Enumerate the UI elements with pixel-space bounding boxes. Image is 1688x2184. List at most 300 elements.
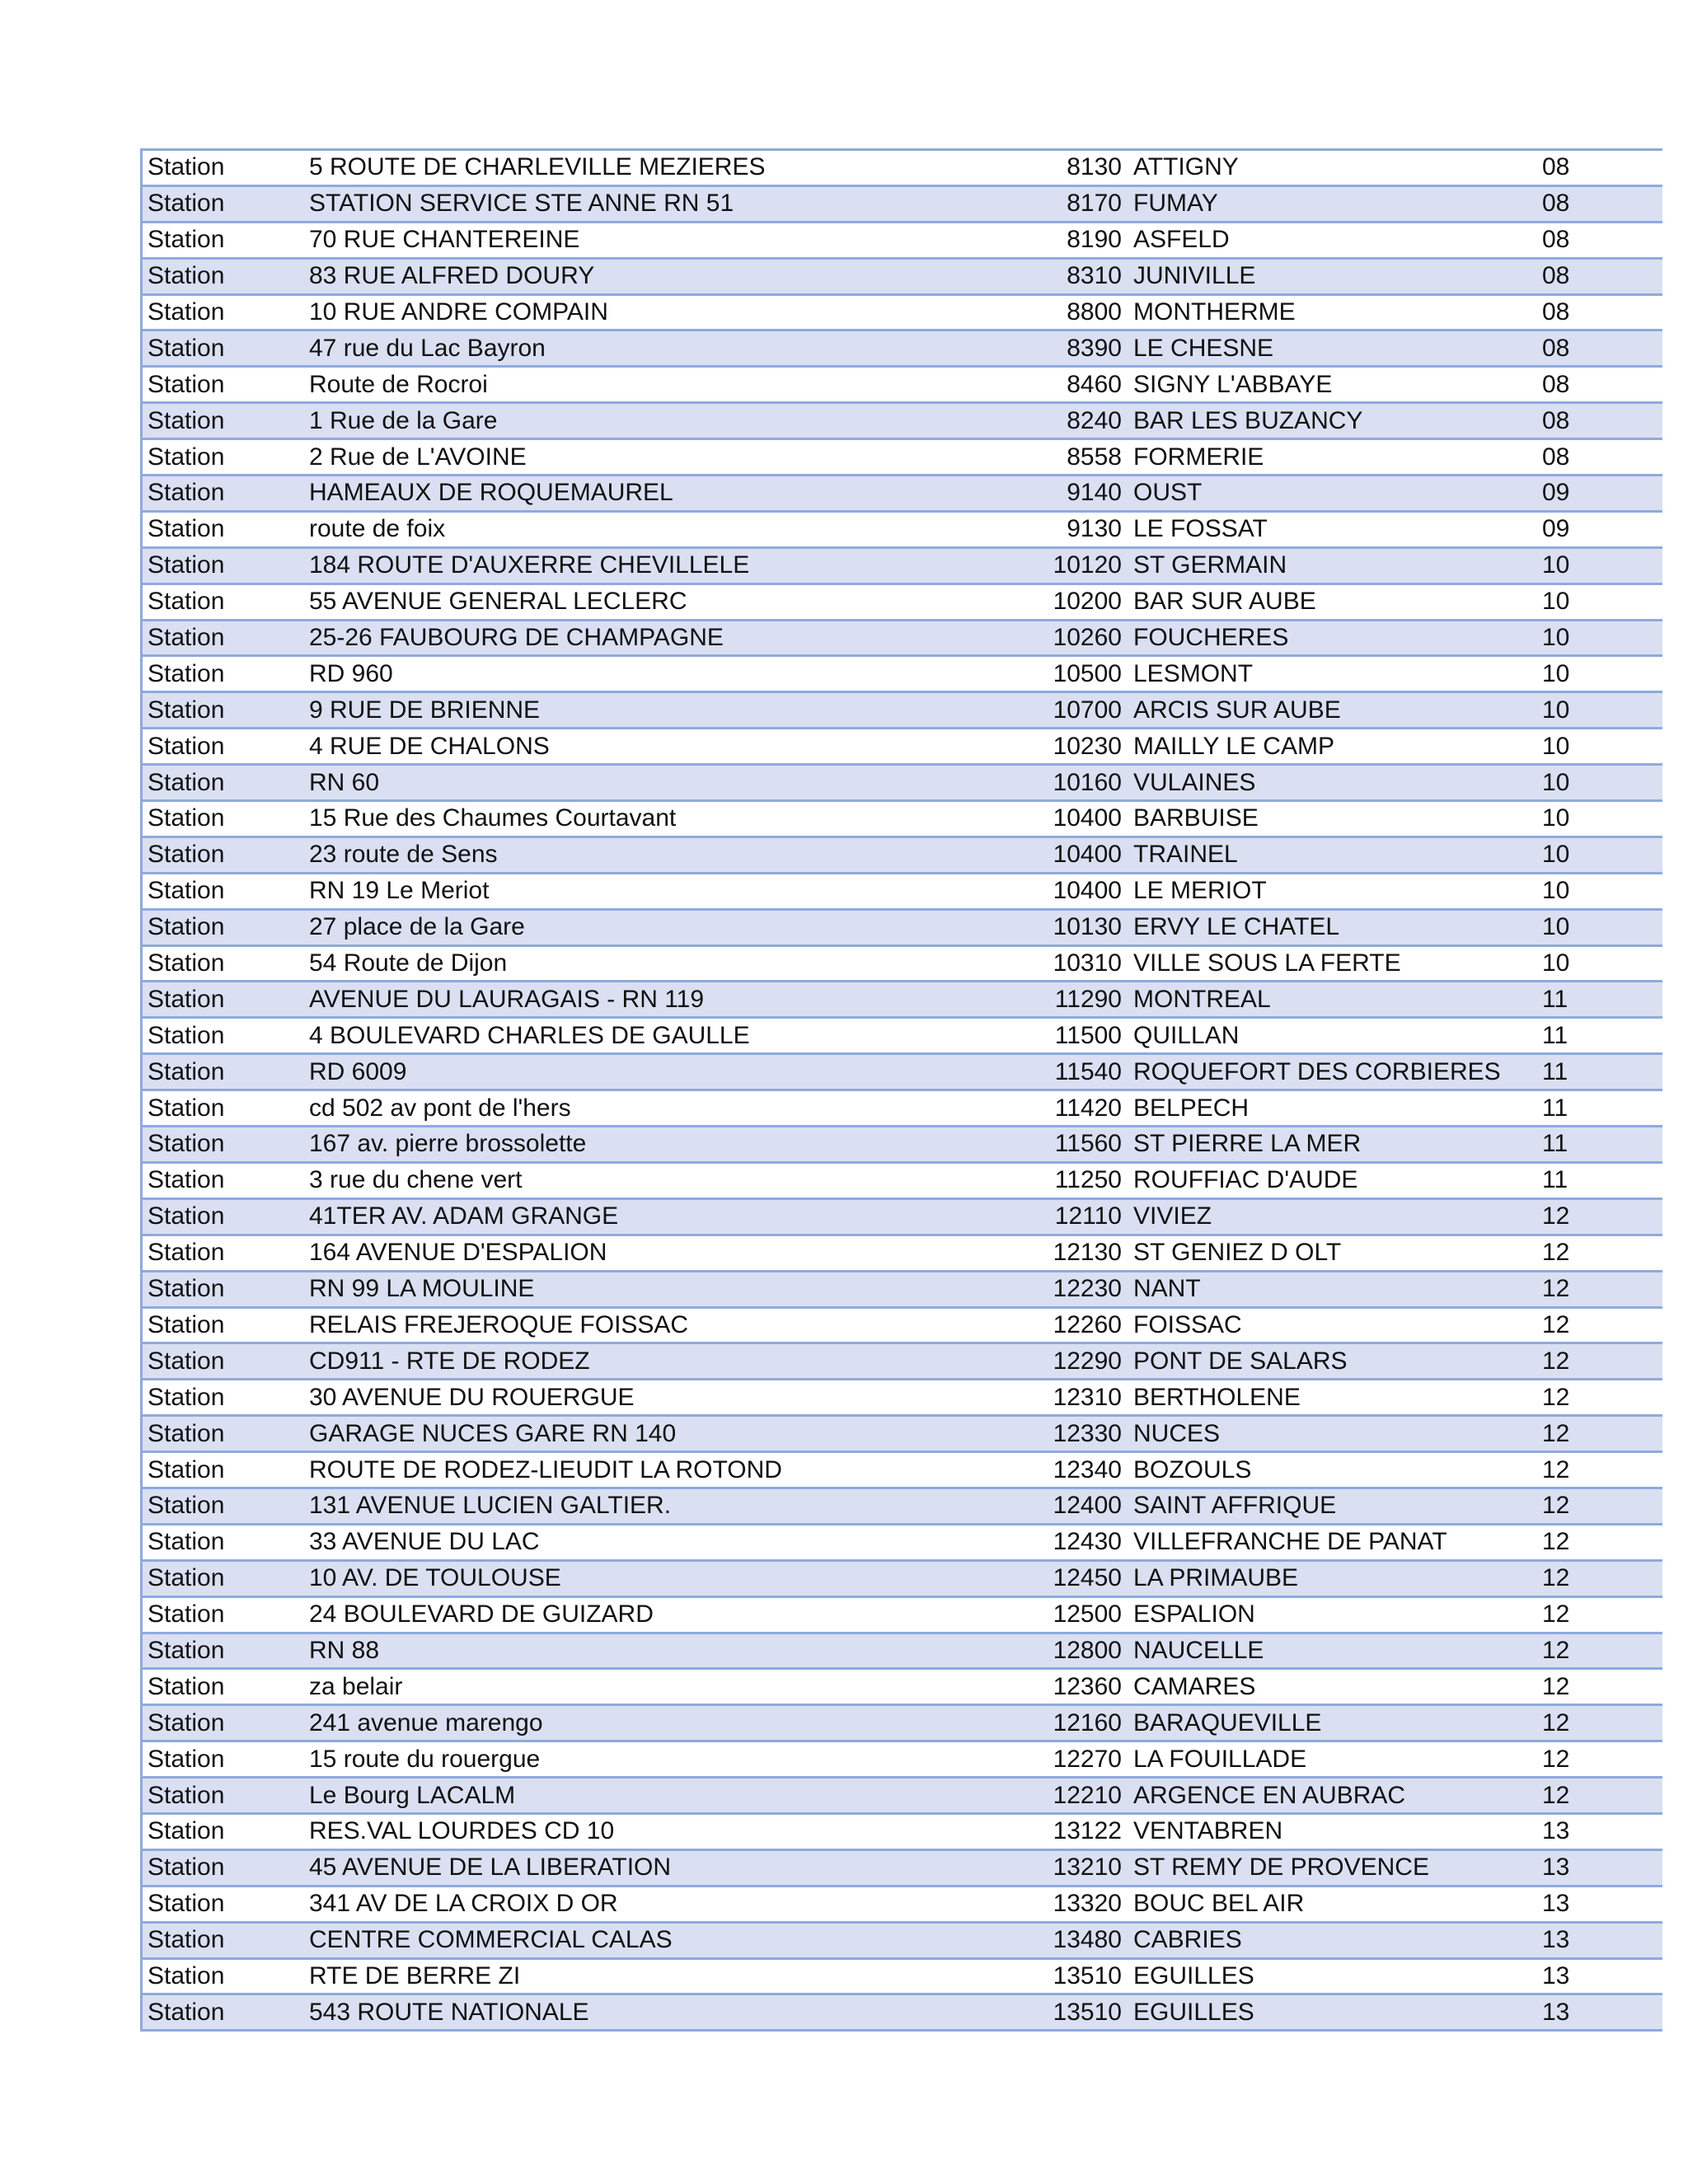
address-cell: 30 AVENUE DU ROUERGUE (309, 1380, 935, 1416)
station-type-cell: Station (142, 1343, 310, 1380)
city-cell: FORMERIE (1133, 439, 1542, 476)
postal-code-cell: 12130 (935, 1235, 1133, 1271)
station-type-cell: Station (142, 765, 310, 801)
station-type-cell: Station (142, 620, 310, 656)
department-cell: 08 (1542, 330, 1662, 367)
department-cell: 13 (1542, 1849, 1662, 1886)
postal-code-cell: 12400 (935, 1488, 1133, 1524)
postal-code-cell: 8240 (935, 403, 1133, 439)
address-cell: AVENUE DU LAURAGAIS - RN 119 (309, 982, 935, 1018)
city-cell: ESPALION (1133, 1596, 1542, 1633)
city-cell: EGUILLES (1133, 1958, 1542, 1994)
table-row (142, 294, 1663, 330)
address-cell: STATION SERVICE STE ANNE RN 51 (309, 185, 935, 222)
postal-code-cell: 10120 (935, 547, 1133, 583)
postal-code-cell: 10260 (935, 620, 1133, 656)
table-row (142, 1669, 1663, 1705)
postal-code-cell: 12430 (935, 1524, 1133, 1560)
department-cell: 13 (1542, 1994, 1662, 2031)
postal-code-cell: 12290 (935, 1343, 1133, 1380)
postal-code-cell: 11250 (935, 1162, 1133, 1198)
station-type-cell: Station (142, 692, 310, 729)
table-row (142, 982, 1663, 1018)
table-row (142, 1886, 1663, 1922)
table-row (142, 258, 1663, 294)
postal-code-cell: 12360 (935, 1669, 1133, 1705)
table-row (142, 1994, 1663, 2031)
address-cell: 9 RUE DE BRIENNE (309, 692, 935, 729)
postal-code-cell: 12210 (935, 1778, 1133, 1814)
city-cell: ARCIS SUR AUBE (1133, 692, 1542, 729)
department-cell: 09 (1542, 476, 1662, 512)
city-cell: NUCES (1133, 1416, 1542, 1452)
table-row (142, 1452, 1663, 1488)
department-cell: 12 (1542, 1271, 1662, 1307)
city-cell: ST GERMAIN (1133, 547, 1542, 583)
address-cell: HAMEAUX DE ROQUEMAUREL (309, 476, 935, 512)
station-type-cell: Station (142, 547, 310, 583)
table-row (142, 367, 1663, 403)
address-cell: 70 RUE CHANTEREINE (309, 222, 935, 258)
postal-code-cell: 11540 (935, 1054, 1133, 1090)
department-cell: 13 (1542, 1958, 1662, 1994)
city-cell: BARBUISE (1133, 801, 1542, 837)
table-row (142, 583, 1663, 620)
address-cell: 25-26 FAUBOURG DE CHAMPAGNE (309, 620, 935, 656)
department-cell: 12 (1542, 1307, 1662, 1343)
table-row (142, 765, 1663, 801)
department-cell: 13 (1542, 1922, 1662, 1958)
postal-code-cell: 13510 (935, 1958, 1133, 1994)
postal-code-cell: 8390 (935, 330, 1133, 367)
department-cell: 10 (1542, 837, 1662, 873)
postal-code-cell: 10160 (935, 765, 1133, 801)
city-cell: MONTREAL (1133, 982, 1542, 1018)
table-row (142, 729, 1663, 765)
department-cell: 08 (1542, 403, 1662, 439)
address-cell: 167 av. pierre brossolette (309, 1127, 935, 1163)
station-type-cell: Station (142, 403, 310, 439)
postal-code-cell: 8170 (935, 185, 1133, 222)
address-cell: ROUTE DE RODEZ-LIEUDIT LA ROTOND (309, 1452, 935, 1488)
postal-code-cell: 8310 (935, 258, 1133, 294)
city-cell: VENTABREN (1133, 1813, 1542, 1849)
station-type-cell: Station (142, 511, 310, 547)
city-cell: VILLE SOUS LA FERTE (1133, 945, 1542, 982)
city-cell: QUILLAN (1133, 1018, 1542, 1054)
station-type-cell: Station (142, 729, 310, 765)
table-row (142, 1235, 1663, 1271)
postal-code-cell: 13480 (935, 1922, 1133, 1958)
station-type-cell: Station (142, 1452, 310, 1488)
address-cell: Le Bourg LACALM (309, 1778, 935, 1814)
address-cell: RN 99 LA MOULINE (309, 1271, 935, 1307)
city-cell: VILLEFRANCHE DE PANAT (1133, 1524, 1542, 1560)
station-type-cell: Station (142, 1922, 310, 1958)
postal-code-cell: 8190 (935, 222, 1133, 258)
department-cell: 13 (1542, 1813, 1662, 1849)
address-cell: 184 ROUTE D'AUXERRE CHEVILLELE (309, 547, 935, 583)
station-type-cell: Station (142, 1813, 310, 1849)
department-cell: 12 (1542, 1633, 1662, 1669)
department-cell: 12 (1542, 1669, 1662, 1705)
station-type-cell: Station (142, 1127, 310, 1163)
department-cell: 10 (1542, 873, 1662, 909)
city-cell: BOZOULS (1133, 1452, 1542, 1488)
table-row (142, 1198, 1663, 1235)
city-cell: LE CHESNE (1133, 330, 1542, 367)
city-cell: PONT DE SALARS (1133, 1343, 1542, 1380)
table-row (142, 1054, 1663, 1090)
department-cell: 12 (1542, 1452, 1662, 1488)
department-cell: 12 (1542, 1488, 1662, 1524)
city-cell: BARAQUEVILLE (1133, 1705, 1542, 1741)
address-cell: 15 route du rouergue (309, 1741, 935, 1778)
address-cell: Route de Rocroi (309, 367, 935, 403)
address-cell: RN 60 (309, 765, 935, 801)
department-cell: 12 (1542, 1778, 1662, 1814)
postal-code-cell: 10200 (935, 583, 1133, 620)
address-cell: za belair (309, 1669, 935, 1705)
city-cell: JUNIVILLE (1133, 258, 1542, 294)
postal-code-cell: 10230 (935, 729, 1133, 765)
postal-code-cell: 10130 (935, 909, 1133, 945)
table-row (142, 1127, 1663, 1163)
table-row (142, 1524, 1663, 1560)
table-row (142, 185, 1663, 222)
table-row (142, 1162, 1663, 1198)
department-cell: 12 (1542, 1524, 1662, 1560)
department-cell: 12 (1542, 1198, 1662, 1235)
address-cell: cd 502 av pont de l'hers (309, 1090, 935, 1127)
address-cell: 3 rue du chene vert (309, 1162, 935, 1198)
department-cell: 12 (1542, 1343, 1662, 1380)
department-cell: 10 (1542, 692, 1662, 729)
address-cell: 131 AVENUE LUCIEN GALTIER. (309, 1488, 935, 1524)
postal-code-cell: 12310 (935, 1380, 1133, 1416)
city-cell: LA FOUILLADE (1133, 1741, 1542, 1778)
table-row (142, 945, 1663, 982)
city-cell: FUMAY (1133, 185, 1542, 222)
station-type-cell: Station (142, 801, 310, 837)
address-cell: 27 place de la Gare (309, 909, 935, 945)
station-type-cell: Station (142, 150, 310, 186)
table-row (142, 801, 1663, 837)
station-type-cell: Station (142, 1705, 310, 1741)
city-cell: LESMONT (1133, 656, 1542, 692)
postal-code-cell: 12500 (935, 1596, 1133, 1633)
city-cell: ASFELD (1133, 222, 1542, 258)
city-cell: OUST (1133, 476, 1542, 512)
department-cell: 11 (1542, 982, 1662, 1018)
city-cell: LA PRIMAUBE (1133, 1560, 1542, 1596)
table-row (142, 1813, 1663, 1849)
table-row (142, 1596, 1663, 1633)
address-cell: RD 6009 (309, 1054, 935, 1090)
postal-code-cell: 10700 (935, 692, 1133, 729)
city-cell: NANT (1133, 1271, 1542, 1307)
postal-code-cell: 11500 (935, 1018, 1133, 1054)
table-row (142, 837, 1663, 873)
city-cell: SAINT AFFRIQUE (1133, 1488, 1542, 1524)
table-row (142, 909, 1663, 945)
table-row (142, 1633, 1663, 1669)
table-row (142, 1922, 1663, 1958)
department-cell: 10 (1542, 945, 1662, 982)
postal-code-cell: 11290 (935, 982, 1133, 1018)
station-type-cell: Station (142, 656, 310, 692)
department-cell: 10 (1542, 656, 1662, 692)
postal-code-cell: 12160 (935, 1705, 1133, 1741)
table-row (142, 439, 1663, 476)
city-cell: BERTHOLENE (1133, 1380, 1542, 1416)
station-type-cell: Station (142, 1271, 310, 1307)
city-cell: FOISSAC (1133, 1307, 1542, 1343)
address-cell: CENTRE COMMERCIAL CALAS (309, 1922, 935, 1958)
city-cell: ROQUEFORT DES CORBIERES (1133, 1054, 1542, 1090)
address-cell: 341 AV DE LA CROIX D OR (309, 1886, 935, 1922)
department-cell: 11 (1542, 1127, 1662, 1163)
postal-code-cell: 13122 (935, 1813, 1133, 1849)
city-cell: CABRIES (1133, 1922, 1542, 1958)
station-type-cell: Station (142, 1307, 310, 1343)
table-row (142, 1090, 1663, 1127)
station-type-cell: Station (142, 1669, 310, 1705)
department-cell: 08 (1542, 367, 1662, 403)
postal-code-cell: 8460 (935, 367, 1133, 403)
city-cell: ATTIGNY (1133, 150, 1542, 186)
postal-code-cell: 12330 (935, 1416, 1133, 1452)
postal-code-cell: 13510 (935, 1994, 1133, 2031)
station-type-cell: Station (142, 1235, 310, 1271)
table-row (142, 1343, 1663, 1380)
postal-code-cell: 10500 (935, 656, 1133, 692)
station-type-cell: Station (142, 1198, 310, 1235)
city-cell: CAMARES (1133, 1669, 1542, 1705)
city-cell: LE FOSSAT (1133, 511, 1542, 547)
table-row (142, 873, 1663, 909)
postal-code-cell: 13210 (935, 1849, 1133, 1886)
department-cell: 13 (1542, 1886, 1662, 1922)
address-cell: 2 Rue de L'AVOINE (309, 439, 935, 476)
station-type-cell: Station (142, 1958, 310, 1994)
postal-code-cell: 8800 (935, 294, 1133, 330)
city-cell: ST REMY DE PROVENCE (1133, 1849, 1542, 1886)
table-row (142, 1705, 1663, 1741)
station-type-cell: Station (142, 1560, 310, 1596)
postal-code-cell: 13320 (935, 1886, 1133, 1922)
table-row (142, 222, 1663, 258)
station-type-cell: Station (142, 982, 310, 1018)
station-type-cell: Station (142, 945, 310, 982)
address-cell: 83 RUE ALFRED DOURY (309, 258, 935, 294)
station-type-cell: Station (142, 1633, 310, 1669)
address-cell: 55 AVENUE GENERAL LECLERC (309, 583, 935, 620)
address-cell: 4 RUE DE CHALONS (309, 729, 935, 765)
station-type-cell: Station (142, 1741, 310, 1778)
department-cell: 12 (1542, 1705, 1662, 1741)
address-cell: 1 Rue de la Gare (309, 403, 935, 439)
department-cell: 08 (1542, 222, 1662, 258)
postal-code-cell: 12800 (935, 1633, 1133, 1669)
station-type-cell: Station (142, 583, 310, 620)
address-cell: 47 rue du Lac Bayron (309, 330, 935, 367)
table-row (142, 511, 1663, 547)
table-row (142, 1778, 1663, 1814)
table-row (142, 403, 1663, 439)
postal-code-cell: 9140 (935, 476, 1133, 512)
department-cell: 11 (1542, 1162, 1662, 1198)
station-type-cell: Station (142, 1380, 310, 1416)
city-cell: NAUCELLE (1133, 1633, 1542, 1669)
station-type-cell: Station (142, 439, 310, 476)
city-cell: ARGENCE EN AUBRAC (1133, 1778, 1542, 1814)
station-type-cell: Station (142, 367, 310, 403)
address-cell: 10 AV. DE TOULOUSE (309, 1560, 935, 1596)
table-row (142, 1307, 1663, 1343)
station-type-cell: Station (142, 1488, 310, 1524)
city-cell: MONTHERME (1133, 294, 1542, 330)
city-cell: SIGNY L'ABBAYE (1133, 367, 1542, 403)
table-row (142, 1849, 1663, 1886)
station-list-table (140, 148, 1662, 2032)
table-row (142, 330, 1663, 367)
station-type-cell: Station (142, 1416, 310, 1452)
address-cell: RN 19 Le Meriot (309, 873, 935, 909)
station-type-cell: Station (142, 1849, 310, 1886)
postal-code-cell: 11560 (935, 1127, 1133, 1163)
table-row (142, 1380, 1663, 1416)
postal-code-cell: 12340 (935, 1452, 1133, 1488)
department-cell: 12 (1542, 1235, 1662, 1271)
department-cell: 11 (1542, 1018, 1662, 1054)
postal-code-cell: 12270 (935, 1741, 1133, 1778)
address-cell: CD911 - RTE DE RODEZ (309, 1343, 935, 1380)
department-cell: 10 (1542, 729, 1662, 765)
postal-code-cell: 9130 (935, 511, 1133, 547)
postal-code-cell: 12110 (935, 1198, 1133, 1235)
city-cell: EGUILLES (1133, 1994, 1542, 2031)
station-type-cell: Station (142, 185, 310, 222)
city-cell: TRAINEL (1133, 837, 1542, 873)
department-cell: 12 (1542, 1416, 1662, 1452)
station-type-cell: Station (142, 1018, 310, 1054)
department-cell: 08 (1542, 150, 1662, 186)
department-cell: 12 (1542, 1380, 1662, 1416)
postal-code-cell: 12260 (935, 1307, 1133, 1343)
department-cell: 10 (1542, 547, 1662, 583)
station-type-cell: Station (142, 294, 310, 330)
postal-code-cell: 12450 (935, 1560, 1133, 1596)
station-type-cell: Station (142, 258, 310, 294)
postal-code-cell: 8130 (935, 150, 1133, 186)
address-cell: RES.VAL LOURDES CD 10 (309, 1813, 935, 1849)
department-cell: 11 (1542, 1054, 1662, 1090)
address-cell: route de foix (309, 511, 935, 547)
address-cell: 241 avenue marengo (309, 1705, 935, 1741)
department-cell: 08 (1542, 439, 1662, 476)
address-cell: 45 AVENUE DE LA LIBERATION (309, 1849, 935, 1886)
department-cell: 12 (1542, 1596, 1662, 1633)
department-cell: 10 (1542, 583, 1662, 620)
table-row (142, 620, 1663, 656)
address-cell: 41TER AV. ADAM GRANGE (309, 1198, 935, 1235)
table-row (142, 692, 1663, 729)
city-cell: ST GENIEZ D OLT (1133, 1235, 1542, 1271)
city-cell: BAR LES BUZANCY (1133, 403, 1542, 439)
station-type-cell: Station (142, 1778, 310, 1814)
table-row (142, 150, 1663, 186)
city-cell: ST PIERRE LA MER (1133, 1127, 1542, 1163)
postal-code-cell: 11420 (935, 1090, 1133, 1127)
table-row (142, 1560, 1663, 1596)
department-cell: 08 (1542, 258, 1662, 294)
address-cell: RTE DE BERRE ZI (309, 1958, 935, 1994)
table-row (142, 1488, 1663, 1524)
station-list-body (142, 150, 1663, 2031)
station-type-cell: Station (142, 909, 310, 945)
address-cell: 24 BOULEVARD DE GUIZARD (309, 1596, 935, 1633)
table-row (142, 1271, 1663, 1307)
city-cell: ERVY LE CHATEL (1133, 909, 1542, 945)
city-cell: BAR SUR AUBE (1133, 583, 1542, 620)
station-type-cell: Station (142, 330, 310, 367)
postal-code-cell: 10400 (935, 837, 1133, 873)
address-cell: 4 BOULEVARD CHARLES DE GAULLE (309, 1018, 935, 1054)
table-row (142, 547, 1663, 583)
city-cell: ROUFFIAC D'AUDE (1133, 1162, 1542, 1198)
city-cell: VIVIEZ (1133, 1198, 1542, 1235)
city-cell: MAILLY LE CAMP (1133, 729, 1542, 765)
department-cell: 09 (1542, 511, 1662, 547)
address-cell: 54 Route de Dijon (309, 945, 935, 982)
address-cell: GARAGE NUCES GARE RN 140 (309, 1416, 935, 1452)
station-type-cell: Station (142, 1524, 310, 1560)
table-row (142, 1958, 1663, 1994)
city-cell: LE MERIOT (1133, 873, 1542, 909)
postal-code-cell: 8558 (935, 439, 1133, 476)
postal-code-cell: 10400 (935, 801, 1133, 837)
department-cell: 10 (1542, 765, 1662, 801)
station-type-cell: Station (142, 873, 310, 909)
address-cell: 10 RUE ANDRE COMPAIN (309, 294, 935, 330)
address-cell: RD 960 (309, 656, 935, 692)
station-type-cell: Station (142, 1596, 310, 1633)
station-type-cell: Station (142, 1994, 310, 2031)
department-cell: 08 (1542, 294, 1662, 330)
department-cell: 11 (1542, 1090, 1662, 1127)
department-cell: 10 (1542, 801, 1662, 837)
postal-code-cell: 12230 (935, 1271, 1133, 1307)
table-row (142, 1741, 1663, 1778)
address-cell: 33 AVENUE DU LAC (309, 1524, 935, 1560)
station-type-cell: Station (142, 1162, 310, 1198)
address-cell: 5 ROUTE DE CHARLEVILLE MEZIERES (309, 150, 935, 186)
station-type-cell: Station (142, 1090, 310, 1127)
city-cell: FOUCHERES (1133, 620, 1542, 656)
department-cell: 12 (1542, 1560, 1662, 1596)
table-row (142, 476, 1663, 512)
address-cell: 15 Rue des Chaumes Courtavant (309, 801, 935, 837)
address-cell: 543 ROUTE NATIONALE (309, 1994, 935, 2031)
department-cell: 08 (1542, 185, 1662, 222)
postal-code-cell: 10400 (935, 873, 1133, 909)
station-type-cell: Station (142, 1886, 310, 1922)
table-row (142, 1416, 1663, 1452)
table-row (142, 656, 1663, 692)
department-cell: 10 (1542, 620, 1662, 656)
city-cell: BELPECH (1133, 1090, 1542, 1127)
